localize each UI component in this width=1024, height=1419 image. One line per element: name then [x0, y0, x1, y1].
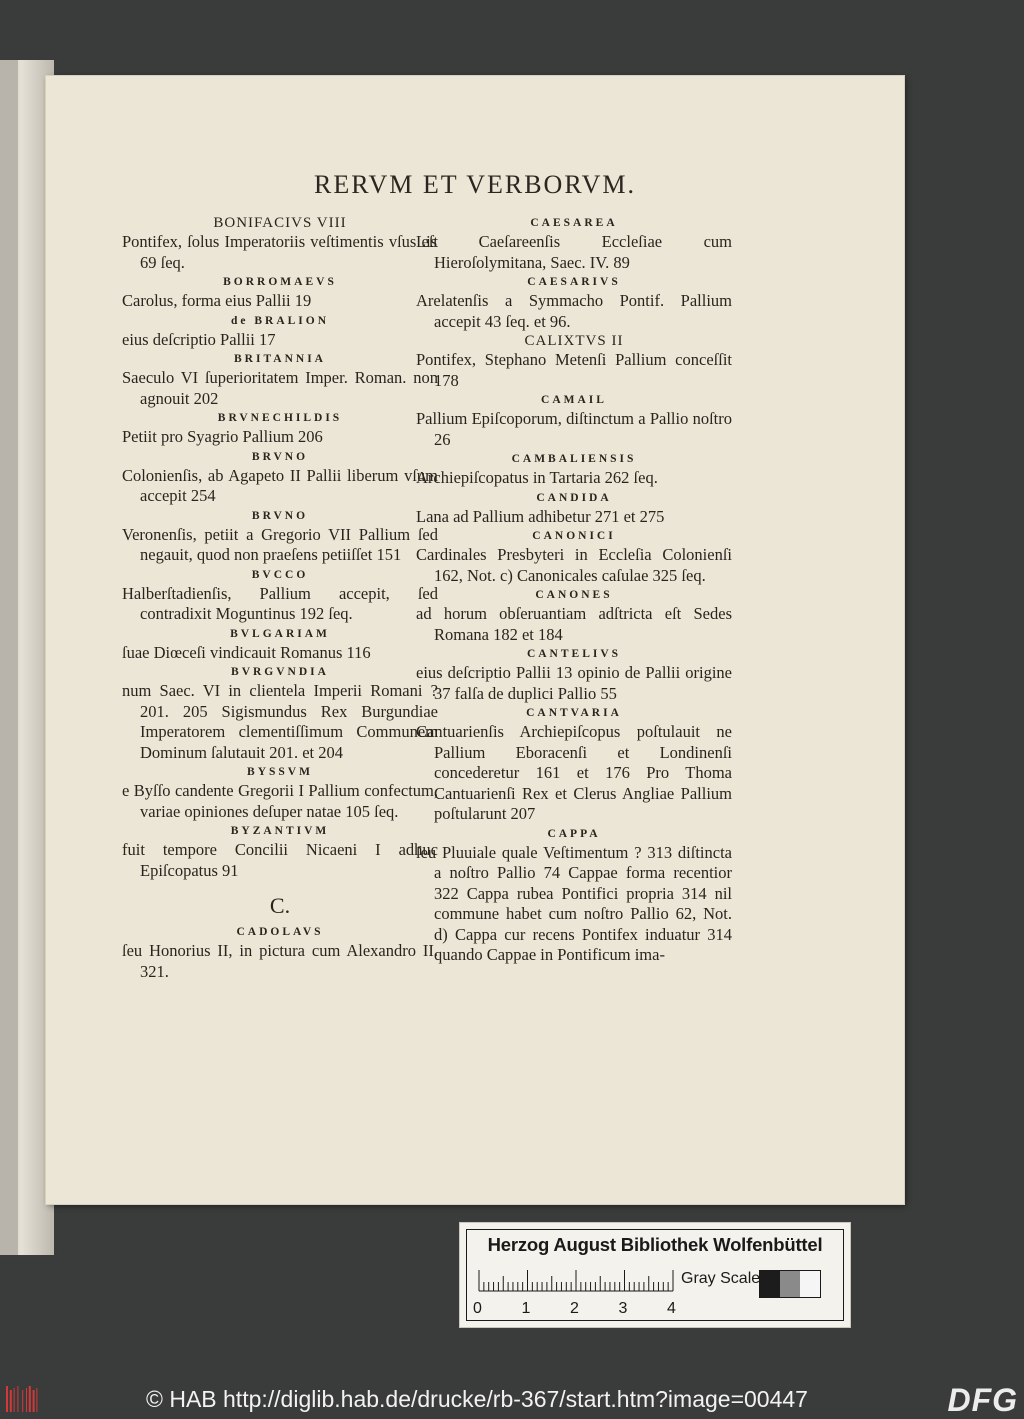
index-headword: de BRALION	[230, 314, 330, 327]
index-headword: BYZANTIVM	[230, 825, 330, 837]
index-headword: BONIFACIVS VIII	[213, 215, 347, 231]
page-heading: RERVM ET VERBORVM.	[314, 170, 636, 199]
index-headword: BVLGARIAM	[230, 627, 330, 640]
index-headword: BORROMAEVS	[223, 276, 337, 288]
index-headword: BRVNECHILDIS	[217, 412, 343, 424]
gray-swatch	[760, 1271, 780, 1297]
logo-bar	[29, 1386, 31, 1412]
index-entry-text: num Saec. VI in clientela Imperii Romani ? 201. 205 Sigismundus Rex Burgundiae Imperatorem clementiſſimum Communem Dominum ſalutauit 201. et 204	[122, 681, 438, 762]
index-entry-text: ad horum obſeruantiam adſtricta eſt Sedes Romana 182 et 184	[416, 604, 732, 644]
ruler-number: 3	[618, 1300, 628, 1317]
index-headword: CALIXTVS II	[524, 333, 624, 349]
index-entry-text: ſuae Diœceſi vindicauit Romanus 116	[122, 642, 371, 662]
logo-bar	[6, 1386, 8, 1412]
library-name: Herzog August Bibliothek Wolfenbüttel	[487, 1234, 823, 1255]
index-headword: CANONICI	[532, 530, 616, 542]
index-headword: BRITANNIA	[234, 353, 326, 365]
logo-bar	[10, 1390, 12, 1412]
index-headword: BRVNO	[251, 450, 309, 463]
section-letter: C.	[269, 893, 291, 918]
gray-swatch	[780, 1271, 800, 1297]
copyright-url[interactable]: © HAB http://diglib.hab.de/drucke/rb-367/start.htm?image=00447	[146, 1386, 808, 1412]
logo-bar	[22, 1390, 23, 1412]
gray-scale-swatches	[759, 1270, 821, 1298]
index-column-right	[416, 214, 732, 966]
index-headword: CAESARIVS	[527, 276, 621, 288]
ruler-number: 2	[570, 1300, 579, 1317]
index-headword: CANTELIVS	[526, 648, 622, 660]
index-entry-text: Pontifex, ſolus Imperatoriis veſtimentis vſus eſt 69 ſeq.	[122, 232, 438, 272]
index-entry-text: Archiepiſcopatus in Tartaria 262 ſeq.	[416, 468, 658, 487]
hab-barcode-logo-icon	[6, 1384, 46, 1414]
library-card-frame	[466, 1229, 844, 1321]
index-entry-text: Lis Caeſareenſis Eccleſiae cum Hieroſolymitana, Saec. IV. 89	[416, 232, 732, 272]
ruler-number: 0	[473, 1300, 482, 1317]
index-headword: CAMAIL	[541, 394, 607, 406]
index-headword: CANDIDA	[536, 491, 612, 504]
footer-bar	[0, 1382, 1024, 1419]
ruler-number: 1	[521, 1300, 531, 1317]
index-entry-text: Arelatenſis a Symmacho Pontif. Pallium accepit 43 ſeq. et 96.	[416, 291, 732, 331]
index-headword: BRVNO	[251, 509, 309, 522]
index-headword: CAMBALIENSIS	[511, 453, 637, 465]
index-headword: CAESAREA	[530, 217, 618, 229]
index-entry-text: fuit tempore Concilii Nicaeni I adhuc Epiſcopatus 91	[122, 840, 438, 880]
index-column-left	[122, 214, 438, 982]
index-entry-text: Carolus, forma eius Pallii 19	[122, 291, 312, 310]
page-binding-strip	[0, 60, 18, 1255]
index-headword: CANONES	[535, 589, 613, 601]
index-entry-text: Veronenſis, petiit a Gregorio VII Pallium ſed negauit, quod non praeſens petiiſſet 151	[122, 524, 438, 564]
index-entry-text: ſeu Pluuiale quale Veſtimentum ? 313 diſtincta a noſtro Pallio 74 Cappae forma recentior 322 Cappa rubea Pontifici propria 314 nil commune habet cum noſtro Pallio 62, Not. d) Cappa cur recens Pontifex induatur 314 quando Cappae in Pontificum ima-	[416, 842, 732, 964]
measurement-ruler	[477, 1270, 675, 1292]
logo-bar	[26, 1388, 27, 1412]
index-entry-text: Pallium Epiſcoporum, diſtinctum a Pallio noſtro 26	[416, 409, 732, 449]
index-entry-text: ſeu Honorius II, in pictura cum Alexandro II. 321.	[122, 941, 438, 981]
index-entry-text: Cantuarienſis Archiepiſcopus poſtulauit ne Pallium Eboracenſi et Londinenſi concederetur 161 et 176 Pro Thoma Cantuarienſi Rex et Clerus Angliae Pallium poſtularunt 207	[416, 722, 732, 823]
dfg-logo: DFG	[947, 1382, 1018, 1418]
index-headword: BYSSVM	[247, 766, 313, 778]
gray-swatch	[800, 1271, 820, 1297]
index-headword: CAPPA	[547, 827, 601, 840]
gray-scale-label: Gray Scale	[681, 1270, 761, 1287]
logo-bar	[17, 1386, 18, 1412]
book-page	[46, 76, 904, 1204]
index-entry-text: Cardinales Presbyteri in Eccleſia Colonienſi 162, Not. c) Canonicales caſulae 325 ſeq.	[416, 545, 732, 585]
index-entry-text: Petiit pro Syagrio Pallium 206	[122, 427, 323, 446]
index-entry-text: eius deſcriptio Pallii 17	[122, 329, 276, 349]
logo-bar	[14, 1388, 15, 1412]
index-entry-text: Halberſtadienſis, Pallium accepit, ſed contradixit Moguntinus 192 ſeq.	[122, 583, 438, 623]
index-headword: CANTVARIA	[526, 707, 622, 719]
index-entry-text: Colonienſis, ab Agapeto II Pallii liberum vſum accepit 254	[122, 465, 438, 505]
logo-bar	[36, 1388, 37, 1412]
index-entry-text: eius deſcriptio Pallii 13 opinio de Pallii origine 37 falſa de duplici Pallio 55	[416, 663, 732, 703]
index-entry-text: Lana ad Pallium adhibetur 271 et 275	[416, 506, 665, 526]
ruler-number: 4	[667, 1300, 676, 1317]
index-headword: CADOLAVS	[236, 926, 324, 938]
index-headword: BVRGVNDIA	[231, 666, 329, 678]
ruler-numbers	[473, 1300, 683, 1320]
index-entry-text: Saeculo VI ſuperioritatem Imper. Roman. non agnouit 202	[122, 368, 438, 408]
index-entry-text: Pontifex, Stephano Metenſi Pallium conceſſit 178	[416, 350, 732, 390]
index-entry-text: e Byſſo candente Gregorii I Pallium confectum, variae opiniones deſuper natae 105 ſeq.	[122, 781, 438, 821]
index-headword: BVCCO	[251, 568, 309, 581]
logo-bar	[33, 1390, 35, 1412]
library-color-card	[459, 1222, 851, 1328]
